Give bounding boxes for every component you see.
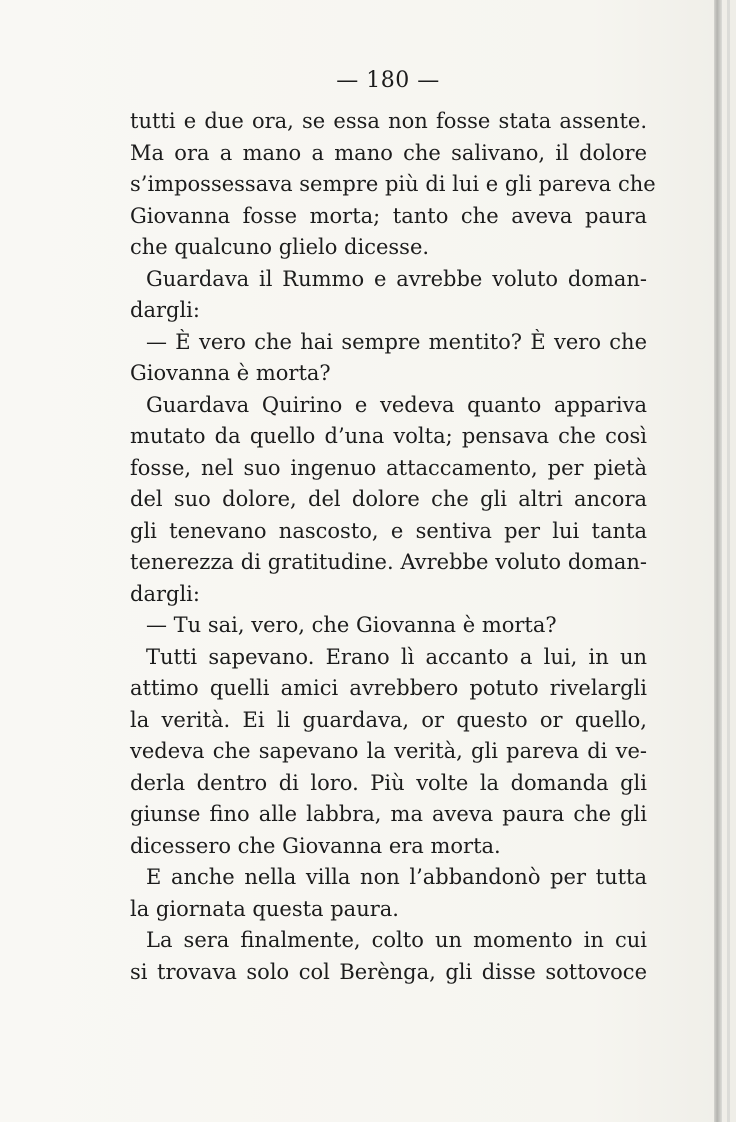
text-line: del suo dolore, del dolore che gli altri ancora	[130, 487, 647, 511]
text-line: Tutti sapevano. Erano lì accanto a lui, in un	[146, 644, 647, 669]
text-line: Giovanna fosse morta; tanto che aveva paura	[130, 203, 647, 228]
text-line: dicessero che Giovanna era morta.	[130, 833, 501, 858]
text-line: — È vero che hai sempre mentito? È vero che	[146, 329, 647, 354]
text-line: che qualcuno glielo dicesse.	[130, 235, 430, 259]
page-binding-edge	[714, 0, 722, 1122]
page-number: — 180 —	[336, 68, 440, 93]
text-line: attimo quelli amici avrebbero potuto rivelargli	[130, 676, 647, 700]
text-line: s’impossessava sempre più di lui e gli pareva che	[130, 172, 656, 196]
text-line: giunse fino alle labbra, ma aveva paura che gli	[130, 802, 647, 826]
text-line: vedeva che sapevano la verità, gli pareva di ve-	[130, 739, 647, 763]
text-line: Guardava il Rummo e avrebbe voluto doman-	[146, 266, 647, 291]
text-line: fosse, nel suo ingenuo attaccamento, per pietà	[130, 455, 647, 480]
text-line: La sera finalmente, colto un momento in cui	[146, 928, 647, 952]
text-line: la giornata questa paura.	[130, 896, 399, 921]
text-line: la verità. Ei li guardava, or questo or quello,	[130, 707, 647, 732]
body-text	[130, 106, 656, 988]
text-line: Giovanna è morta?	[130, 361, 331, 385]
text-line: tenerezza di gratitudine. Avrebbe voluto doman-	[130, 550, 647, 574]
text-line: E anche nella villa non l’abbandonò per tutta	[146, 865, 647, 889]
text-line: dargli:	[130, 581, 200, 606]
text-line: tutti e due ora, se essa non fosse stata assente.	[130, 109, 647, 133]
text-line: Ma ora a mano a mano che salivano, il dolore	[130, 140, 647, 165]
text-line: gli tenevano nascosto, e sentiva per lui tanta	[130, 518, 647, 543]
text-line: derla dentro di loro. Più volte la domanda gli	[130, 770, 647, 795]
text-line: Guardava Quirino e vedeva quanto appariva	[146, 392, 647, 417]
text-line: — Tu sai, vero, che Giovanna è morta?	[146, 613, 557, 637]
page-edge-shadow	[727, 0, 730, 1122]
text-line: mutato da quello d’una volta; pensava che così	[130, 424, 647, 448]
text-line: dargli:	[130, 298, 200, 322]
text-line: si trovava solo col Berènga, gli disse sottovoce	[130, 959, 647, 984]
